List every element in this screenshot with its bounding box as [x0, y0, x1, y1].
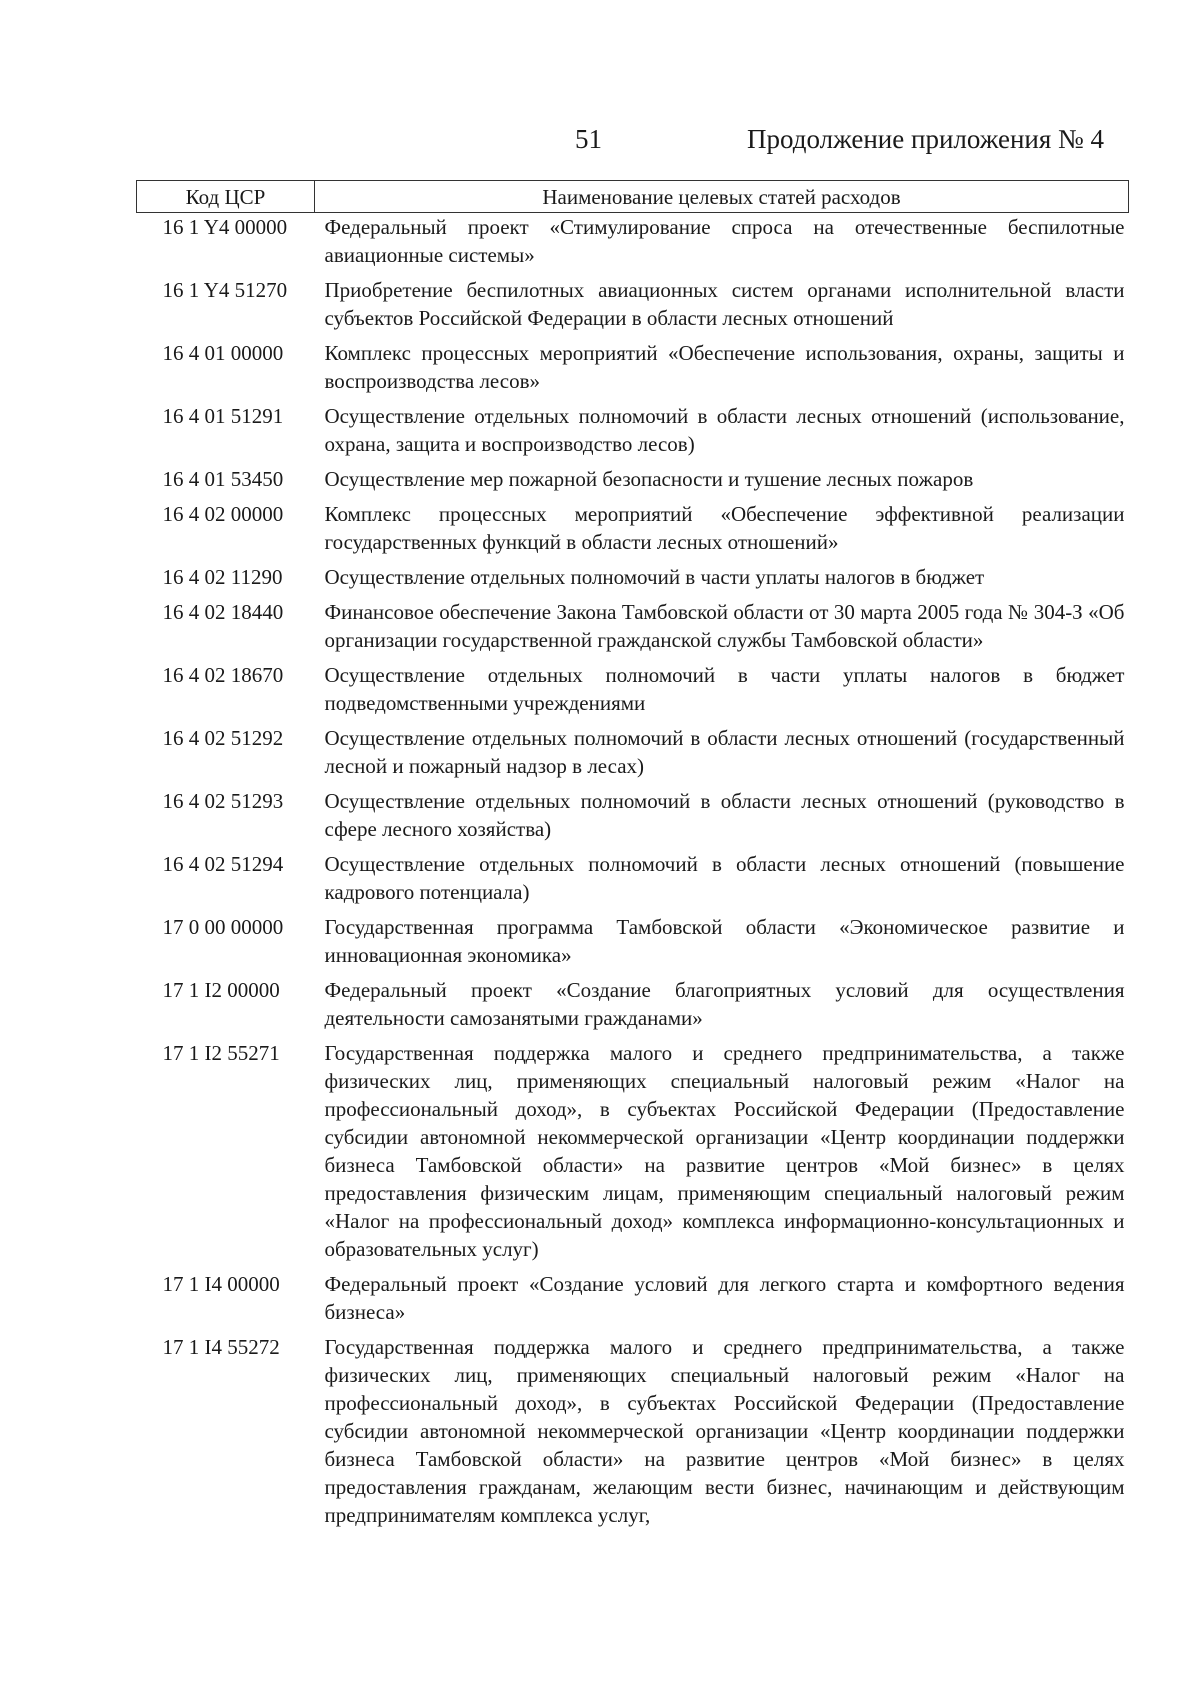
table-row [137, 598, 1129, 661]
row-code: 16 4 02 11290 [162, 565, 283, 589]
row-code: 16 4 02 51293 [162, 789, 284, 813]
table-row [137, 500, 1129, 563]
row-code: 16 1 Y4 00000 [162, 215, 288, 239]
row-code: 16 4 02 18440 [162, 600, 284, 624]
row-name: Осуществление отдельных полномочий в области лесных отношений (повышение кадрового потенциала) [324, 852, 1125, 904]
table-row [137, 1333, 1129, 1536]
row-name: Комплекс процессных мероприятий «Обеспечение использования, охраны, защиты и воспроизводства лесов» [324, 341, 1125, 393]
target-expense-codes-table [136, 180, 1129, 1536]
row-code: 16 1 Y4 51270 [162, 278, 288, 302]
table-row [137, 339, 1129, 402]
row-code: 17 0 00 00000 [162, 915, 284, 939]
appendix-continuation-title: Продолжение приложения № 4 [747, 124, 1105, 154]
row-code: 16 4 02 51292 [162, 726, 284, 750]
row-code: 17 1 I2 55271 [162, 1041, 280, 1065]
table-row [137, 724, 1129, 787]
row-code: 16 4 01 00000 [162, 341, 284, 365]
row-code: 16 4 01 53450 [162, 467, 284, 491]
row-name: Федеральный проект «Создание условий для легкого старта и комфортного ведения бизнеса» [324, 1272, 1125, 1324]
row-name: Осуществление отдельных полномочий в части уплаты налогов в бюджет подведомственными учреждениями [324, 663, 1125, 715]
table-row [137, 402, 1129, 465]
row-name: Осуществление отдельных полномочий в части уплаты налогов в бюджет [324, 565, 985, 589]
row-code: 16 4 02 51294 [162, 852, 284, 876]
table-row [137, 563, 1129, 598]
row-name: Осуществление отдельных полномочий в области лесных отношений (государственный лесной и пожарный надзор в лесах) [324, 726, 1125, 778]
table-row [137, 787, 1129, 850]
table-header-row [137, 181, 1129, 213]
row-name: Финансовое обеспечение Закона Тамбовской области от 30 марта 2005 года № 304-З «Об организации государственной гражданской службы Тамбовской области» [324, 600, 1125, 652]
table-row [137, 1039, 1129, 1270]
row-name: Приобретение беспилотных авиационных систем органами исполнительной власти субъектов Российской Федерации в области лесных отношений [324, 278, 1125, 330]
table-row [137, 276, 1129, 339]
table-row [137, 213, 1129, 277]
row-name: Федеральный проект «Стимулирование спроса на отечественные беспилотные авиационные системы» [324, 215, 1125, 267]
row-name: Государственная поддержка малого и среднего предпринимательства, а также физических лиц, применяющих специальный налоговый режим «Налог на профессиональный доход», в субъектах Российской Федерации (Предоставление субсидии автономной некоммерческой организации «Центр координации поддержки бизнеса Тамбовской области» на развитие центров «Мой бизнес» в целях предоставления физическим лицам, применяющим специальный налоговый режим «Налог на профессиональный доход» комплекса информационно-консультационных и образовательных услуг) [324, 1041, 1125, 1261]
row-name: Осуществление мер пожарной безопасности и тушение лесных пожаров [324, 467, 974, 491]
row-name: Осуществление отдельных полномочий в области лесных отношений (руководство в сфере лесного хозяйства) [324, 789, 1125, 841]
row-name: Осуществление отдельных полномочий в области лесных отношений (использование, охрана, защита и воспроизводство лесов) [324, 404, 1125, 456]
row-code: 16 4 01 51291 [162, 404, 284, 428]
column-header-name: Наименование целевых статей расходов [315, 181, 1129, 213]
table-row [137, 850, 1129, 913]
row-name: Государственная поддержка малого и среднего предпринимательства, а также физических лиц, применяющих специальный налоговый режим «Налог на профессиональный доход», в субъектах Российской Федерации (Предоставление субсидии автономной некоммерческой организации «Центр координации поддержки бизнеса Тамбовской области» на развитие центров «Мой бизнес» в целях предоставления гражданам, желающим вести бизнес, начинающим и действующим предпринимателям комплекса услуг, [324, 1335, 1125, 1527]
row-code: 16 4 02 18670 [162, 663, 284, 687]
table-row [137, 1270, 1129, 1333]
page-number: 51 [575, 124, 602, 154]
target-expense-codes-table-container [136, 180, 1128, 1536]
row-name: Государственная программа Тамбовской области «Экономическое развитие и инновационная экономика» [324, 915, 1125, 967]
table-row [137, 661, 1129, 724]
column-header-code: Код ЦСР [137, 181, 315, 213]
table-row [137, 465, 1129, 500]
row-code: 17 1 I4 55272 [162, 1335, 280, 1359]
row-code: 17 1 I4 00000 [162, 1272, 280, 1296]
table-row [137, 976, 1129, 1039]
row-code: 17 1 I2 00000 [162, 978, 280, 1002]
row-name: Федеральный проект «Создание благоприятных условий для осуществления деятельности самозанятыми гражданами» [324, 978, 1125, 1030]
row-name: Комплекс процессных мероприятий «Обеспечение эффективной реализации государственных функций в области лесных отношений» [324, 502, 1125, 554]
row-code: 16 4 02 00000 [162, 502, 284, 526]
table-row [137, 913, 1129, 976]
